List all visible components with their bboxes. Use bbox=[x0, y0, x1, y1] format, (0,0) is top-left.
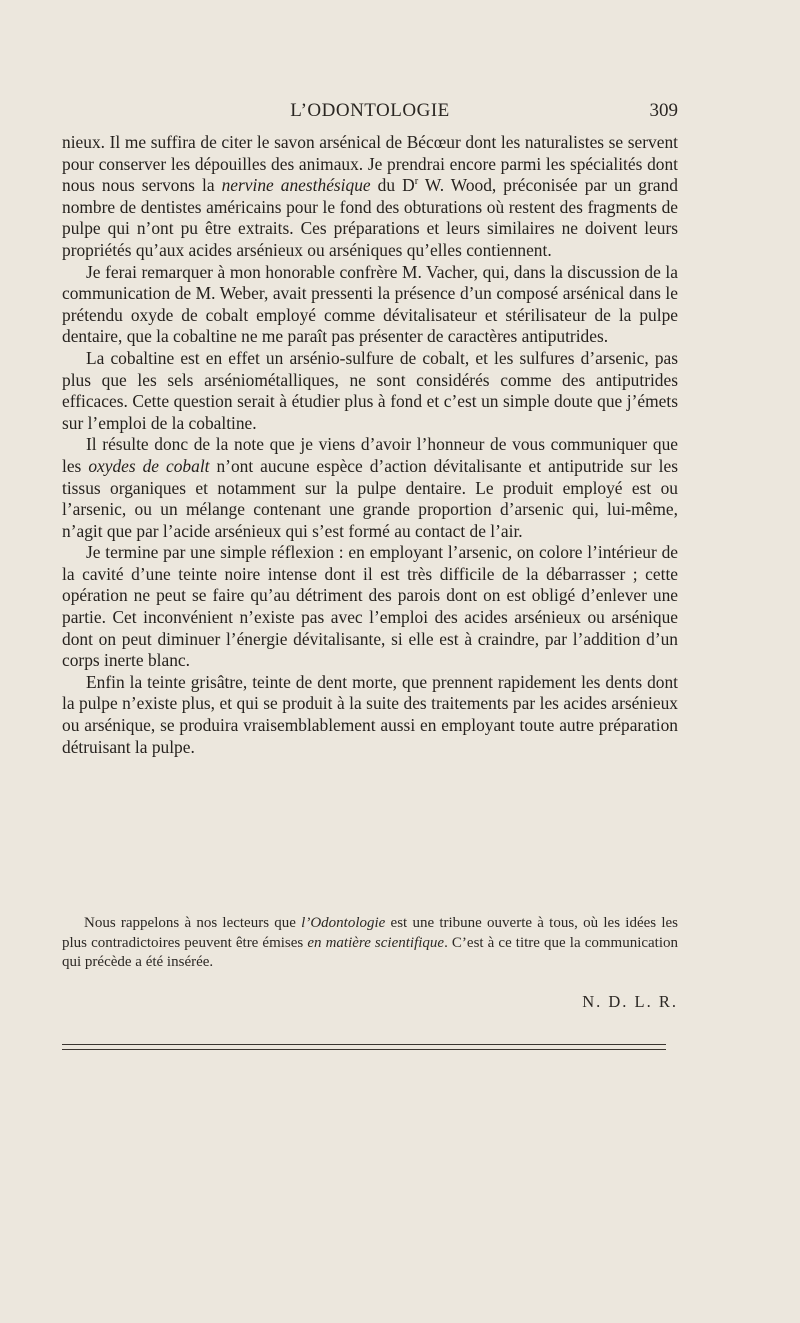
paragraph-4-text-a: Il résulte donc de la note que je viens d’avoir l’honneur de vous communiquer que les bbox=[62, 434, 678, 476]
page-number: 309 bbox=[649, 100, 678, 121]
paragraph-6: Enfin la teinte grisâtre, teinte de dent morte, que prennent rapidement les dents dont la pulpe n’existe plus, et qui se produit à la suite des traitements par les acides arsénieux ou arsénique, se produira vraisemblablement aussi en employant toute autre préparation détruisant la pulpe. bbox=[62, 671, 678, 757]
paragraph-1-text-c: W. Wood, préconisée par un grand nombre de dentistes américains pour le fond des obturations où restent des fragments de pulpe qui n’ont pu être extraits. Ces préparations et leurs similaires ne doivent leurs propriétés qu’aux acides arsénieux ou arséniques qu’elles contiennent. bbox=[62, 175, 679, 260]
editor-note-italic-b: en matière scientifique bbox=[307, 934, 445, 951]
running-title: L’ODONTOLOGIE bbox=[290, 100, 450, 121]
paragraph-1 bbox=[62, 132, 678, 262]
journal-name: l’Odontologie bbox=[301, 915, 386, 931]
editor-signature: N. D. L. R. bbox=[582, 992, 678, 1011]
editor-note bbox=[62, 914, 678, 973]
closing-rule-top bbox=[62, 1044, 666, 1045]
paragraph-2: Je ferai remarquer à mon honorable confrère M. Vacher, qui, dans la discussion de la communication de M. Weber, avait pressenti la présence d’un composé arsénical dans le prétendu oxyde de cobalt employé comme dévitalisateur et stérilisateur de la pulpe dentaire, que la cobaltine ne me paraît pas présenter de caractères antiputrides. bbox=[62, 261, 678, 347]
editor-note-text-a: Nous rappelons à nos lecteurs que bbox=[84, 915, 302, 931]
term-oxydes-de-cobalt: oxydes de cobalt bbox=[88, 455, 210, 476]
closing-rule-bottom bbox=[62, 1049, 666, 1050]
paragraph-1-text-a: nieux. Il me suffira de citer le savon arsénical de Bécœur dont les naturalistes se servent pour conserver les dépouilles des animaux. Je prendrai encore parmi les spécialités dont nous nous servons la bbox=[62, 132, 678, 196]
article-body bbox=[62, 132, 678, 758]
doctor-superscript: r bbox=[414, 176, 419, 188]
paragraph-3: La cobaltine est en effet un arsénio-sulfure de cobalt, et les sulfures d’arsenic, pas plus que les sels arséniométalliques, ne sont considérés comme des antiputrides efficaces. Cette question serait à étudier plus à fond et c’est un simple doute que j’émets sur l’emploi de la cobaltine. bbox=[62, 347, 678, 433]
editor-note-text-c: . C’est à ce titre que la communication qui précède a été insérée. bbox=[62, 934, 679, 970]
paragraph-5: Je termine par une simple réflexion : en employant l’arsenic, on colore l’intérieur de la cavité d’une teinte noire intense dont il est très difficile de la débarrasser ; cette opération ne peut se faire qu’au détriment des parois dont on est obligé d’enlever une partie. Cet inconvénient n’existe pas avec l’emploi des acides arsénieux ou arsénique dont on peut diminuer l’énergie dévitalisante, si elle est à craindre, par l’addition d’un corps inerte blanc. bbox=[62, 542, 678, 671]
product-name-nervine: nervine anesthésique bbox=[221, 175, 371, 196]
editor-note-text-b: est une tribune ouverte à tous, où les idées les plus contradictoires peuvent être émises bbox=[62, 915, 678, 951]
paragraph-4-text-b: n’ont aucune espèce d’action dévitalisante et antiputride sur les tissus organiques et notamment sur la pulpe dentaire. Le produit employé est ou l’arsenic, ou un mélange contenant une grande proportion d’arsenic qui, lui-même, n’agit que par l’acide arsénieux qui s’est formé au contact de l’air. bbox=[62, 455, 678, 541]
editor-note-paragraph bbox=[62, 914, 678, 973]
paragraph-4 bbox=[62, 434, 678, 542]
page-header bbox=[62, 100, 678, 124]
paragraph-1-text-b: du D bbox=[370, 175, 415, 196]
